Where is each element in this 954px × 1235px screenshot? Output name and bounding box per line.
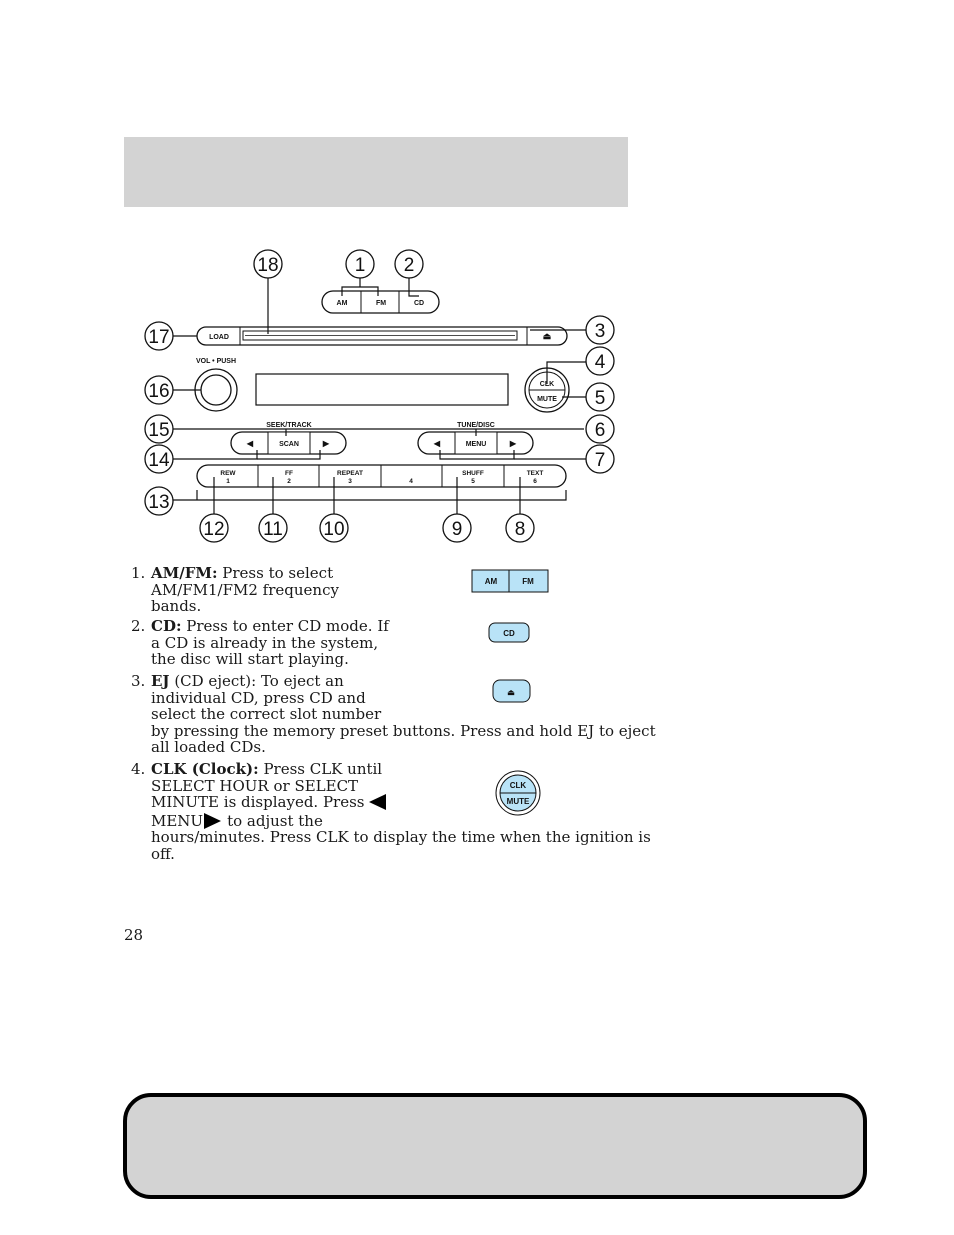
clk-label: CLK: [539, 381, 555, 388]
callout-12: 12: [203, 519, 225, 540]
preset-3-name: REPEAT: [337, 470, 363, 477]
eject-button-icon: [492, 679, 531, 703]
preset-3-number: 3: [348, 478, 352, 485]
item-4-line3: MINUTE is displayed. Press: [151, 793, 365, 812]
item-3-line5: all loaded CDs.: [151, 738, 266, 757]
mute-label: MUTE: [537, 396, 557, 403]
item-4-title: CLK (Clock):: [151, 760, 259, 778]
seek-left-icon: ◀: [246, 439, 254, 448]
page-number: 28: [124, 926, 144, 944]
callout-10: 10: [323, 519, 345, 540]
callout-11: 11: [263, 519, 283, 540]
item-4-number: 4.: [131, 760, 146, 778]
preset-1-number: 1: [226, 478, 230, 485]
item-4-menu: MENU: [151, 811, 204, 830]
preset-2-number: 2: [287, 478, 291, 485]
tune-right-icon: ▶: [509, 439, 517, 448]
preset-6-number: 6: [533, 478, 537, 485]
callout-13: 13: [148, 492, 170, 513]
callout-9: 9: [451, 519, 463, 540]
preset-1-name: REW: [220, 470, 236, 477]
icon-clk-label: CLK: [509, 781, 527, 790]
tune-left-icon: ◀: [433, 439, 441, 448]
item-1-number: 1.: [131, 564, 146, 582]
scan-label: SCAN: [279, 441, 299, 448]
callout-18: 18: [257, 255, 279, 276]
preset-5-number: 5: [471, 478, 475, 485]
am-label: AM: [336, 300, 348, 307]
callout-3: 3: [594, 321, 606, 342]
callout-6: 6: [594, 420, 606, 441]
seek-track-label: SEEK/TRACK: [266, 422, 312, 429]
seek-scan-buttons: [231, 432, 346, 454]
footer-box: [123, 1093, 867, 1199]
radio-diagram: [0, 0, 954, 560]
load-row: [197, 327, 567, 345]
icon-eject-symbol: ⏏: [507, 688, 515, 697]
am-fm-cd-buttons: [322, 291, 439, 313]
callout-17: 17: [148, 327, 170, 348]
item-4-line2: SELECT HOUR or SELECT: [151, 776, 359, 795]
fm-label: FM: [375, 300, 387, 307]
icon-am-label: AM: [484, 577, 498, 586]
item-3-line2: individual CD, press CD and: [151, 688, 366, 707]
radio-display: [256, 374, 508, 405]
item-3-number: 3.: [131, 672, 146, 690]
callout-15: 15: [148, 420, 170, 441]
item-2-text: Press to enter CD mode. If a CD is already in the system, the disc will start playing.: [151, 617, 389, 669]
callout-8: 8: [514, 519, 526, 540]
am-fm-icon: [471, 569, 549, 593]
item-2-title: CD:: [151, 617, 182, 635]
eject-icon: ⏏: [542, 331, 552, 341]
preset-6-name: TEXT: [526, 470, 544, 477]
item-1-title: AM/FM:: [151, 564, 218, 582]
vol-push-label: VOL • PUSH: [195, 358, 237, 365]
preset-2-name: FF: [285, 470, 293, 477]
tune-disc-label: TUNE/DISC: [457, 422, 495, 429]
item-4-line6: off.: [151, 844, 175, 863]
item-4-line1: Press CLK until: [263, 760, 383, 778]
item-3-line1: (CD eject): To eject an: [174, 672, 344, 690]
item-1-text: Press to select AM/FM1/FM2 frequency bands.: [151, 564, 339, 616]
callout-5: 5: [594, 388, 606, 409]
callout-1: 1: [354, 255, 366, 276]
left-arrow-icon: [369, 794, 386, 810]
cd-label: CD: [413, 300, 425, 307]
cd-icon: [488, 622, 530, 643]
icon-mute-label: MUTE: [506, 797, 530, 806]
item-3-title: EJ: [151, 672, 170, 690]
callout-4: 4: [594, 352, 606, 373]
load-label: LOAD: [209, 334, 229, 341]
item-3-line4: by pressing the memory preset buttons. Press and hold EJ to eject: [151, 721, 656, 740]
seek-right-icon: ▶: [322, 439, 330, 448]
item-4-line4: to adjust the: [227, 811, 323, 830]
item-2-number: 2.: [131, 617, 146, 635]
callout-16: 16: [148, 381, 170, 402]
icon-cd-label: CD: [503, 629, 515, 638]
callout-14: 14: [148, 450, 170, 471]
item-3-line3: select the correct slot number: [151, 705, 382, 724]
icon-fm-label: FM: [522, 577, 534, 586]
item-4-line5: hours/minutes. Press CLK to display the time when the ignition is: [151, 828, 651, 847]
preset-5-name: SHUFF: [462, 470, 484, 477]
right-arrow-icon: [204, 813, 221, 829]
preset-4-number: 4: [409, 478, 413, 485]
preset-buttons: [197, 465, 566, 487]
callout-2: 2: [403, 255, 415, 276]
clk-mute-icon: [494, 769, 542, 817]
menu-label: MENU: [465, 441, 487, 448]
callout-7: 7: [594, 450, 606, 471]
